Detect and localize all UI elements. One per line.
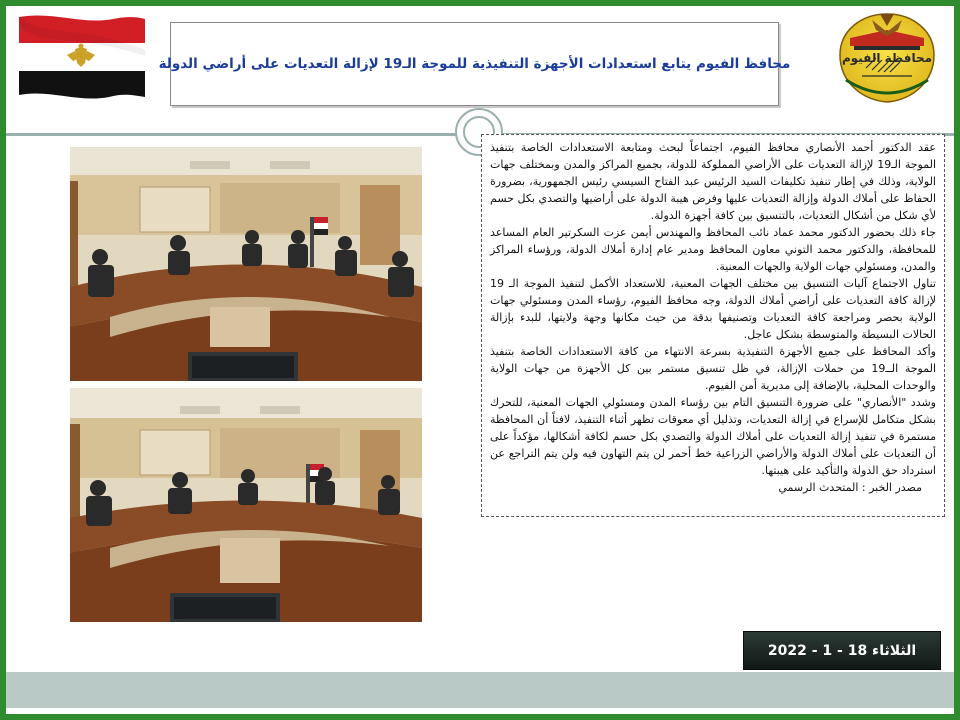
governorate-emblem [832,10,942,105]
bottom-band [6,672,954,708]
headline-box [158,22,791,106]
emblem-label: محافظة الفيوم [841,51,933,65]
meeting-photo-2 [70,388,422,622]
article-body [482,135,944,479]
headline: محافظ الفيوم يتابع استعدادات الأجهزة التنفيذية للموجة الـ19 لإزالة التعديات على أراضي الدولة [158,56,791,72]
article-paragraph: تناول الاجتماع آليات التنسيق بين مختلف الجهات المعنية، للاستعداد الأكمل لتنفيذ الموجة الـ 19 لإزالة كافة التعديات على أراضي أملاك الدولة، وجه محافظ الفيوم، رؤساء المدن ومسئولي جهات الولاية بحصر ومراجعة كافة التعديات وتصنيفها بدقة من حيث مكانها وجهة ولايتها، للبدء بإزالة الحالات البسيطة والمتوسطة بشكل عاجل. [490,277,936,341]
meeting-photo-1 [70,147,422,381]
news-source: مصدر الخبر : المتحدث الرسمي [778,481,922,494]
article-box [481,134,945,517]
date-badge [743,631,941,670]
article-paragraph: وأكد المحافظ على جميع الأجهزة التنفيذية بسرعة الانتهاء من كافة الاستعدادات الخاصة بتنفيذ الموجة الــ19 من حملات الإزالة، في ظل تنسيق مستمر بين كل الأجهزة من جهات الولاية والوحدات المحلية، بالإضافة إلى مديرية أمن الفيوم. [490,345,937,392]
egypt-flag-image [13,11,148,103]
date-label: الثلاثاء 18 - 1 - 2022 [767,642,917,659]
article-paragraph: عقد الدكتور أحمد الأنصاري محافظ الفيوم، اجتماعاً لبحث ومتابعة الاستعدادات الخاصة بتنفيذ الموجة الـ19 لإزالة التعديات على الأراضي المملوكة للدولة، بجميع المراكز والمدن وبمختلف جهات الولاية، وذلك في إطار تنفيذ تكليفات السيد الرئيس عبد الفتاح السيسي رئيس الجمهورية، بضرورة الحفاظ على أملاك الدولة وإزالة التعديات عليها وفرض هيبة الدولة على أراضيها والتصدي بكل حسم لأي شكل من أشكال التعديات، بالتنسيق بين كافة أجهزة الدولة. [490,141,937,222]
article-paragraph: جاء ذلك بحضور الدكتور محمد عماد نائب المحافظ والمهندس أيمن عزت السكرتير العام المساعد للمحافظة، والدكتور محمد التوني معاون المحافظ ومدير عام إدارة أملاك الدولة، ورؤساء المراكز والمدن، ومسئولي جهات الولاية والجهات المعنية. [490,226,936,273]
article-paragraph: وشدد "الأنصاري" على ضرورة التنسيق التام بين رؤساء المدن ومسئولي الجهات المعنية، للتحرك بشكل متكامل للإسراع في إزالة التعديات، وتذليل أي معوقات تظهر أثناء التنفيذ، لافتاً أن المحافظة مستمرة في تنفيذ إزالة التعديات على أملاك الدولة والتصدي بكل حسم لكافة أشكالها، مؤكداً على أن التعديات على أملاك الدولة والأراضي الزراعية خط أحمر لن يتم التهاون فيه ولن يتم التراجع عن استرداد حق الدولة والتأكيد على هيبتها. [490,396,936,477]
